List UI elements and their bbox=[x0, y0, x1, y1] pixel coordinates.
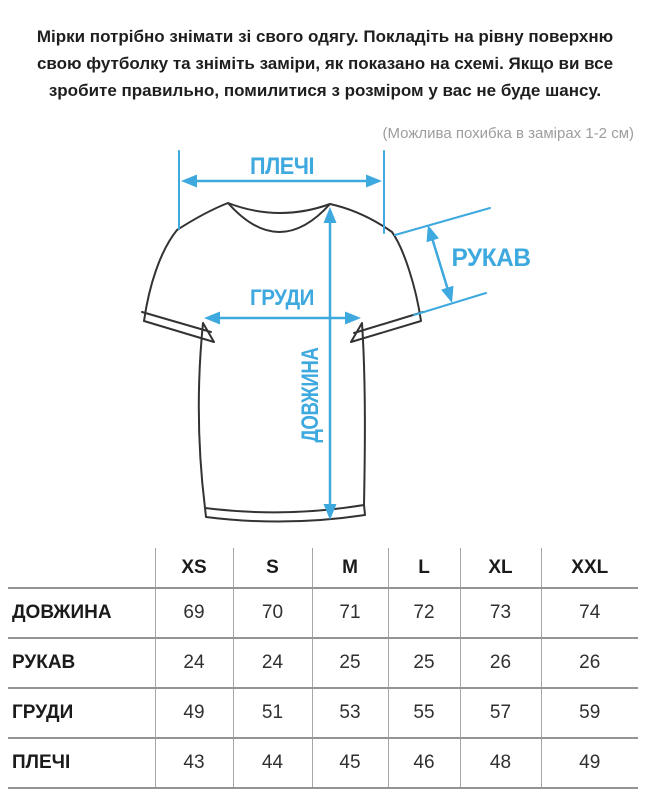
size-value-cell: 70 bbox=[233, 588, 312, 638]
tshirt-silhouette bbox=[144, 203, 421, 522]
shoulders-label: ПЛЕЧІ bbox=[250, 153, 314, 180]
sleeve-arrow-line bbox=[433, 240, 448, 287]
size-value-cell: 74 bbox=[541, 588, 638, 638]
size-value-cell: 73 bbox=[460, 588, 541, 638]
size-value-cell: 59 bbox=[541, 688, 638, 738]
size-col-xxl: XXL bbox=[541, 548, 638, 588]
measurement-diagram bbox=[0, 143, 650, 548]
size-value-cell: 46 bbox=[388, 738, 460, 788]
table-row-shoulders bbox=[8, 738, 638, 788]
size-value-cell: 45 bbox=[312, 738, 388, 788]
tshirt-diagram-svg bbox=[0, 143, 650, 548]
intro-line: Мірки потрібно знімати зі свого одягу. Покладіть на рівну поверхню bbox=[36, 27, 614, 46]
size-value-cell: 26 bbox=[541, 638, 638, 688]
intro-line: свою футболку та зніміть заміри, як показано на схемі. Якщо ви все bbox=[36, 54, 614, 73]
size-table-header-row bbox=[8, 548, 638, 588]
size-value-cell: 48 bbox=[460, 738, 541, 788]
size-value-cell: 72 bbox=[388, 588, 460, 638]
size-col-xs: XS bbox=[155, 548, 233, 588]
tshirt-outline bbox=[142, 203, 423, 522]
size-value-cell: 25 bbox=[312, 638, 388, 688]
size-value-cell: 57 bbox=[460, 688, 541, 738]
sleeve-arrowhead-bottom bbox=[441, 286, 453, 303]
table-row-length bbox=[8, 588, 638, 638]
size-value-cell: 24 bbox=[155, 638, 233, 688]
size-col-xl: XL bbox=[460, 548, 541, 588]
size-value-cell: 26 bbox=[460, 638, 541, 688]
size-col-l: L bbox=[388, 548, 460, 588]
shoulders-arrowhead-left bbox=[181, 175, 197, 188]
tolerance-note: (Можлива похибка в замірах 1-2 см) bbox=[382, 125, 634, 142]
size-table bbox=[8, 548, 638, 789]
size-col-m: M bbox=[312, 548, 388, 588]
sleeve-arrowhead-top bbox=[427, 225, 439, 242]
size-value-cell: 51 bbox=[233, 688, 312, 738]
length-label: ДОВЖИНА bbox=[297, 320, 324, 443]
size-col-s: S bbox=[233, 548, 312, 588]
size-table-corner-cell bbox=[8, 548, 155, 588]
row-label-sleeve: РУКАВ bbox=[12, 652, 76, 673]
size-value-cell: 49 bbox=[155, 688, 233, 738]
size-value-cell: 44 bbox=[233, 738, 312, 788]
size-value-cell: 53 bbox=[312, 688, 388, 738]
chest-label: ГРУДИ bbox=[250, 285, 314, 310]
size-value-cell: 49 bbox=[541, 738, 638, 788]
table-row-chest bbox=[8, 688, 638, 738]
size-value-cell: 43 bbox=[155, 738, 233, 788]
size-value-cell: 69 bbox=[155, 588, 233, 638]
size-value-cell: 55 bbox=[388, 688, 460, 738]
row-label-length: ДОВЖИНА bbox=[12, 602, 112, 623]
size-value-cell: 24 bbox=[233, 638, 312, 688]
shoulders-arrowhead-right bbox=[366, 175, 382, 188]
size-value-cell: 71 bbox=[312, 588, 388, 638]
intro-line: зробите правильно, помилитися з розміром у вас не буде шансу. bbox=[48, 81, 602, 100]
row-label-chest: ГРУДИ bbox=[12, 702, 74, 723]
size-value-cell: 25 bbox=[388, 638, 460, 688]
table-row-sleeve bbox=[8, 638, 638, 688]
sleeve-label: РУКАВ bbox=[451, 244, 531, 272]
row-label-shoulders: ПЛЕЧІ bbox=[12, 752, 71, 773]
intro-text bbox=[0, 0, 650, 104]
